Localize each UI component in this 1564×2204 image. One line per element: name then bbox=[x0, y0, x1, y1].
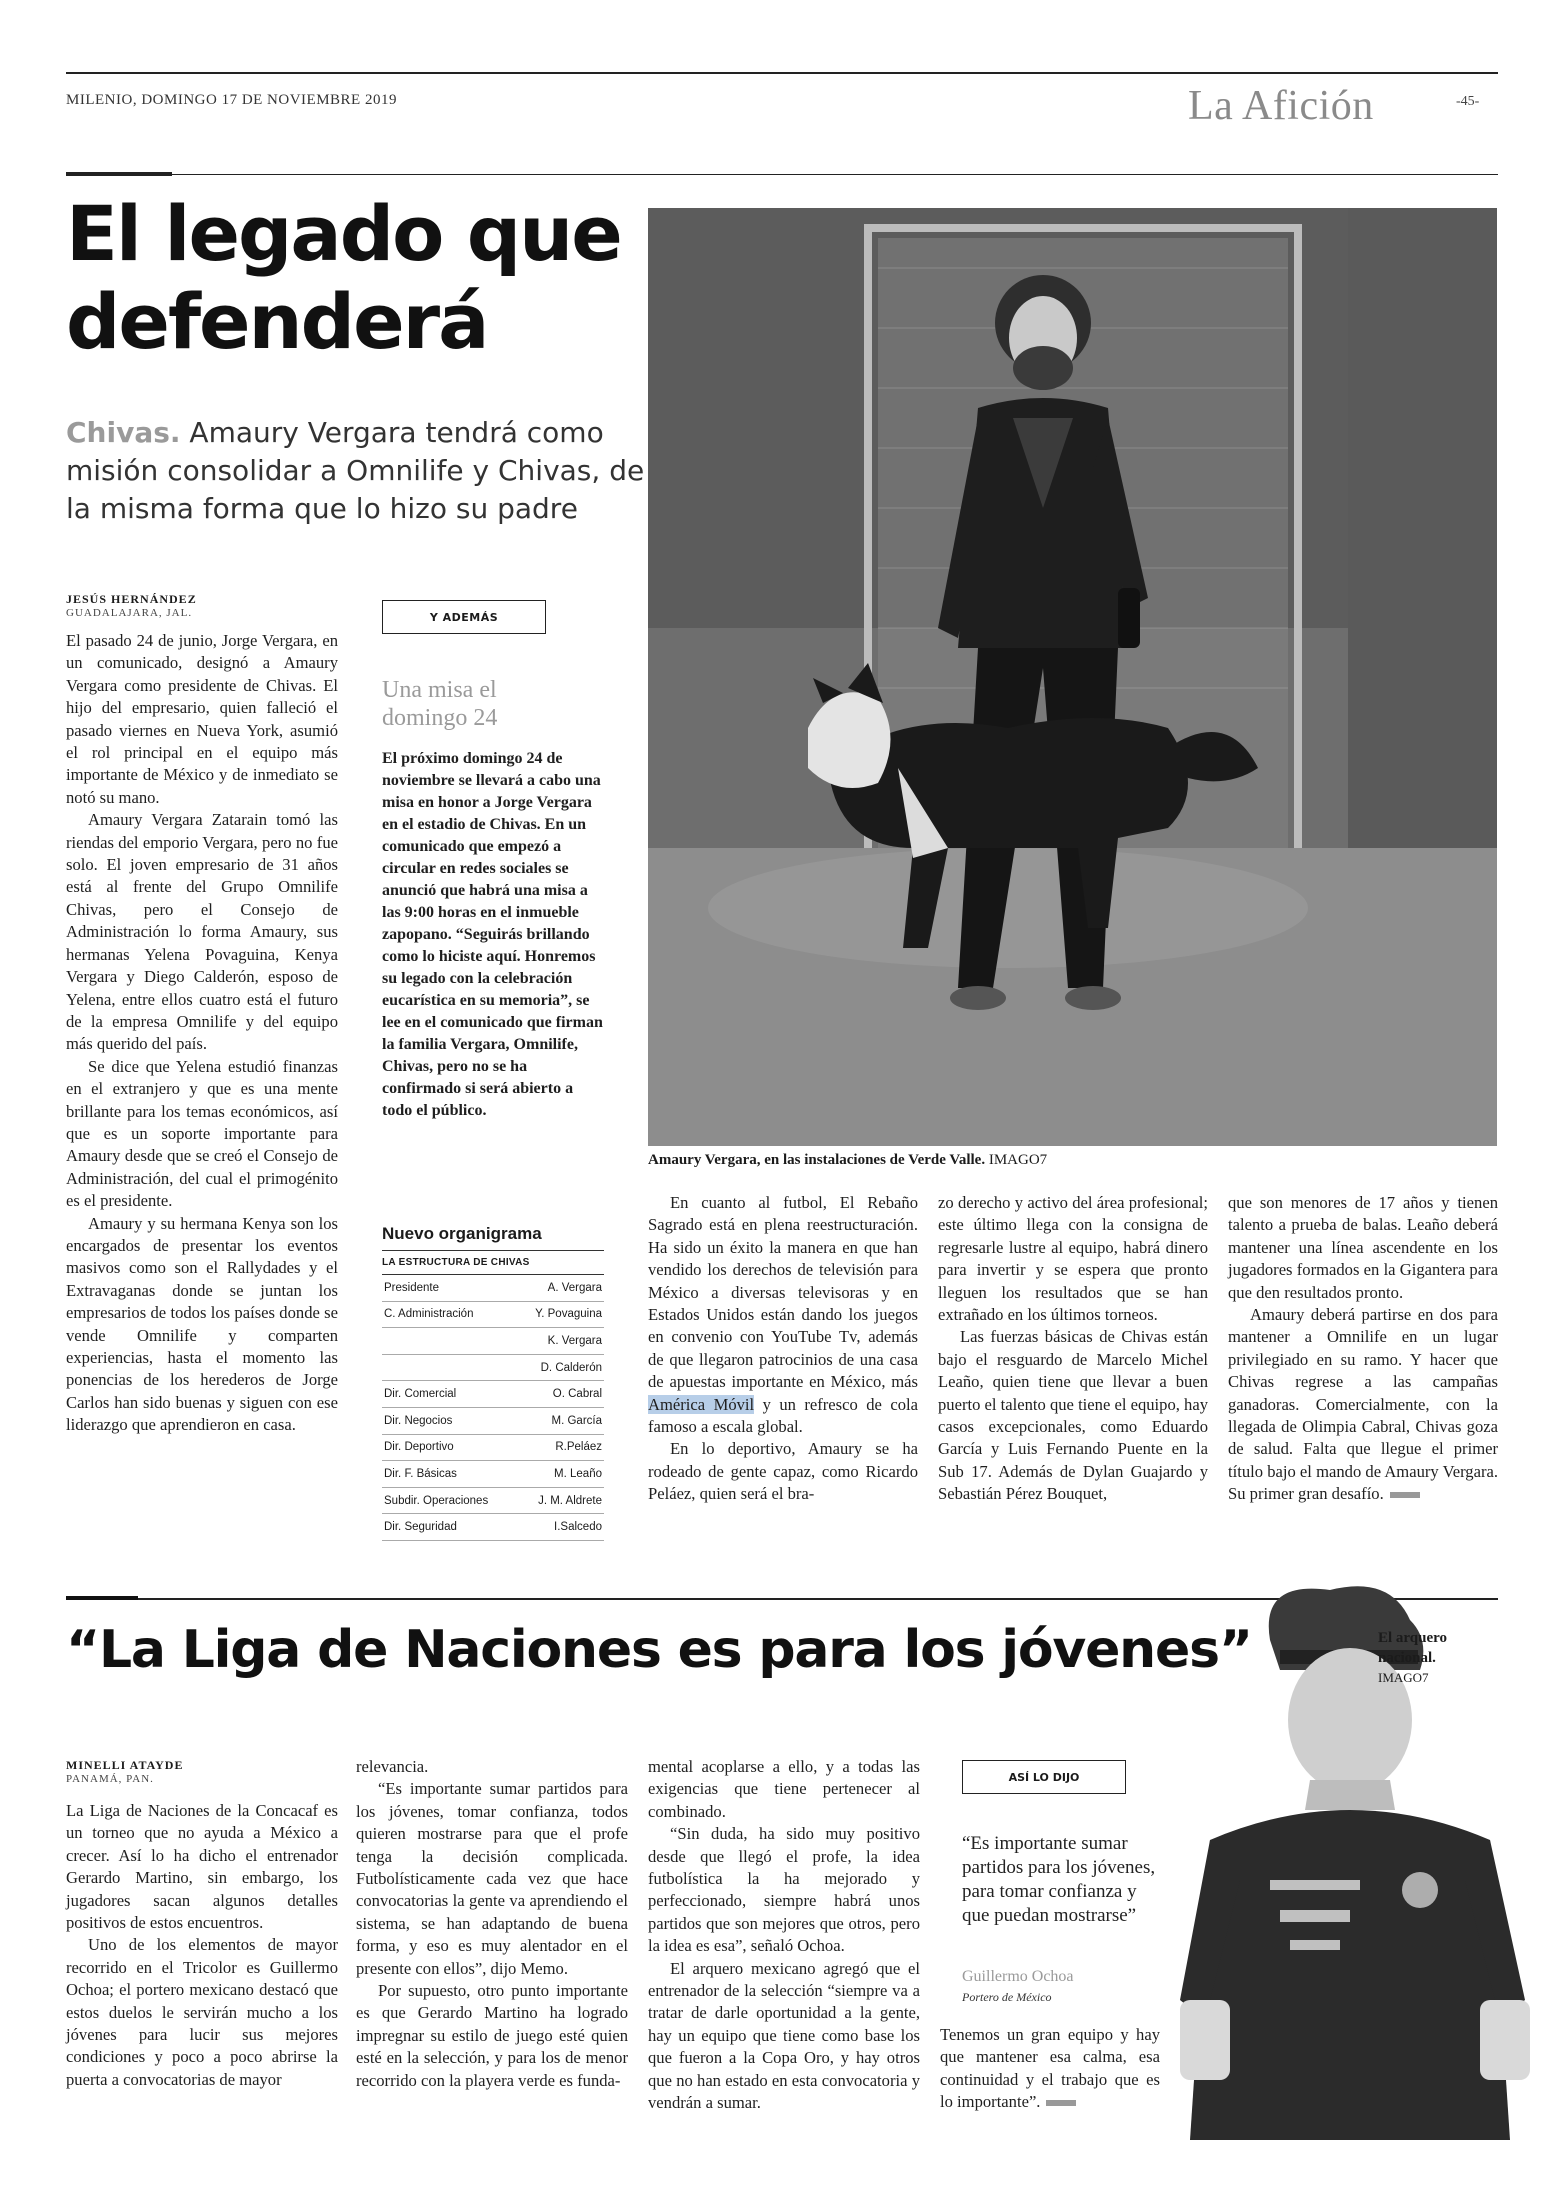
article2-column-3 bbox=[648, 1756, 920, 2115]
org-row: Presidente A. Vergara bbox=[382, 1275, 604, 1302]
headline-line-1: El legado que bbox=[66, 189, 621, 278]
byline-place: GUADALAJARA, JAL. bbox=[66, 607, 193, 619]
sidebar-body: El próximo domingo 24 de noviembre se llevará a cabo una misa en honor a Jorge Vergara en el estadio de Chivas. En un comunicado que empezó a circular en redes sociales se anunció que habrá una misa a las 9:00 horas en el inmueble zapopano. “Seguirás brillando como lo hiciste aquí. Honremos su legado con la celebración eucarística en su memoria”, se lee en el comunicado que firman la familia Vergara, Omnilife, Chivas, pero no se ha confirmado si será abierto a todo el público. bbox=[382, 750, 603, 1119]
article-column-3 bbox=[648, 1192, 918, 1506]
paragraph: Las fuerzas básicas de Chivas están bajo el resguardo de Marcelo Michel Leaño, quien tiene que llevar a buen puerto el talento que tiene el equipo, hay casos excepcionales, como Eduardo García y Luis Fernando Puente en la Sub 17. Además de Dylan Guajardo y Sebastián Pérez Bouquet, bbox=[938, 1327, 1209, 1504]
article2-column-2 bbox=[356, 1756, 628, 2092]
article-deck bbox=[66, 414, 666, 528]
org-row: Subdir. Operaciones J. M. Aldrete bbox=[382, 1488, 604, 1515]
article-column-1 bbox=[66, 630, 338, 1437]
sidebar-tag: Y ADEMÁS bbox=[382, 600, 546, 634]
paragraph: Amaury y su hermana Kenya son los encargados de presentar los eventos masivos como son el Rallydades y el Extravaganas donde se juntan los empresarios de todos los países donde se vende Omnilife y comparten experiencias, hasta el momento las ponencias de los herederos de Jorge Carlos han sido buenas y siguen con ese liderazgo que aprendieron en casa. bbox=[66, 1213, 338, 1435]
section-rule-dark bbox=[66, 1596, 138, 1600]
org-chart bbox=[382, 1224, 604, 1541]
paragraph: En lo deportivo, Amaury se ha rodeado de gente capaz, como Ricardo Peláez, quien será el bra- bbox=[648, 1439, 918, 1504]
caption-credit: IMAGO7 bbox=[985, 1152, 1048, 1168]
org-row: Dir. Comercial O. Cabral bbox=[382, 1381, 604, 1408]
paragraph: que son menores de 17 años y tienen talento a prueba de balas. Leaño deberá mantener una línea ascendente en los jugadores formados en la Gigantera para que den resultados pronto. bbox=[1228, 1193, 1498, 1302]
paragraph: Por supuesto, otro punto importante es que Gerardo Martino ha logrado impregnar su estilo de juego esté quien esté en la selección, y para los de menor recorrido con la playera verde es funda- bbox=[356, 1981, 628, 2090]
byline-2 bbox=[66, 1758, 183, 1785]
section-brand: La Afición bbox=[1188, 83, 1374, 129]
quote-author-role: Portero de México bbox=[962, 1990, 1052, 2004]
org-row: K. Vergara bbox=[382, 1328, 604, 1355]
org-row: C. Administración Y. Povaguina bbox=[382, 1302, 604, 1329]
main-photo bbox=[648, 208, 1497, 1146]
masthead-rule bbox=[66, 174, 1498, 175]
goalkeeper-photo bbox=[1180, 1580, 1560, 2140]
page-number: -45- bbox=[1456, 94, 1480, 109]
keeper-caption-credit: IMAGO7 bbox=[1378, 1670, 1429, 1685]
end-mark bbox=[1046, 2100, 1076, 2106]
paragraph: “Sin duda, ha sido muy positivo desde que llegó el profe, la idea futbolística la ha mejorado y perfeccionado, siempre habrá unos partidos que son mejores que otros, pero la idea es esa”, señaló Ochoa. bbox=[648, 1824, 920, 1956]
paragraph: relevancia. bbox=[356, 1757, 429, 1776]
keeper-caption-text: El arquero nacional. bbox=[1378, 1630, 1448, 1666]
headline-line-2: defenderá bbox=[66, 277, 488, 366]
deck-kicker: Chivas. bbox=[66, 416, 181, 449]
paragraph: Amaury Vergara Zatarain tomó las riendas del emporio Vergara, pero no fue solo. El joven empresario de 31 años está al frente del Grupo Omnilife Chivas, pero el Consejo de Administración lo forma Amaury, sus hermanas Yelena Povaguina, Kenya Vergara y Diego Calderón, esposo de Yelena, entre ellos cuatro está el futuro de la empresa Omnilife y del equipo más querido del país. bbox=[66, 810, 338, 1054]
article-headline bbox=[66, 190, 646, 366]
caption-text: Amaury Vergara, en las instalaciones de Verde Valle. bbox=[648, 1152, 986, 1168]
pull-quote: “Es importante sumar partidos para los jóvenes, para tomar confianza y que puedan mostrarse” bbox=[962, 1833, 1156, 1926]
paragraph: El pasado 24 de junio, Jorge Vergara, en un comunicado, designó a Amaury Vergara como presidente de Chivas. El hijo del empresario, quien falleció el pasado viernes en Nueva York, asumió el rol principal en el equipo más importante de México y de inmediato se notó su mano. bbox=[66, 631, 338, 807]
paragraph: En cuanto al futbol, El Rebaño Sagrado está en plena reestructuración. Ha sido un éxito la manera en que han vendido los derechos de televisión para México a diversas televisoras y en Estados Unidos están dando los juegos en convenio con YouTube Tv, además de que llegaron patrocinios de una casa de apuestas importante en México, más América Móvil y un refresco de cola famoso a escala global. bbox=[648, 1193, 918, 1437]
masthead-rule-dark bbox=[66, 172, 172, 176]
byline-name: JESÚS HERNÁNDEZ bbox=[66, 592, 197, 606]
quote-author: Guillermo Ochoa bbox=[962, 1968, 1074, 1985]
paragraph: zo derecho y activo del área profesional; este último llega con la consigna de regresarle lustre al equipo, habrá dinero para invertir y se espera que pronto lleguen los resultados que se han extrañado en los últimos torneos. bbox=[938, 1193, 1208, 1325]
sidebar-title: Una misa el domingo 24 bbox=[382, 677, 498, 731]
org-chart-title: Nuevo organigrama bbox=[382, 1224, 604, 1251]
edition-date: MILENIO, DOMINGO 17 DE NOVIEMBRE 2019 bbox=[66, 92, 397, 108]
paragraph: mental acoplarse a ello, y a todas las exigencias que tiene pertenecer al combinado. bbox=[648, 1757, 920, 1821]
highlighted-text: América Móvil bbox=[648, 1394, 755, 1414]
quote-tag: ASÍ LO DIJO bbox=[962, 1760, 1126, 1794]
top-rule bbox=[66, 72, 1498, 74]
photo-illustration bbox=[648, 208, 1497, 1146]
article2-column-1 bbox=[66, 1800, 338, 2091]
keeper-caption bbox=[1378, 1628, 1498, 1688]
paragraph: El arquero mexicano agregó que el entrenador de la selección “siempre va a tratar de darle oportunidad a la gente, hay un equipo que tiene como base los que fueron a la Copa Oro, y hay otros que no han estado en esta convocatoria y vendrán a sumar. bbox=[648, 1958, 920, 2113]
paragraph: Se dice que Yelena estudió finanzas en el extranjero y que es una mente brillante para los temas económicos, así que es un soporte importante para Amaury desde que se creó el Consejo de Administración, del cual el primogénito es el presidente. bbox=[66, 1056, 338, 1211]
article2-headline: “La Liga de Naciones es para los jóvenes” bbox=[66, 1620, 1252, 1680]
article2-column-4 bbox=[940, 2024, 1160, 2114]
org-row: Dir. F. Básicas M. Leaño bbox=[382, 1461, 604, 1488]
photo-caption bbox=[648, 1152, 1047, 1169]
byline bbox=[66, 592, 197, 619]
org-row: Dir. Negocios M. García bbox=[382, 1408, 604, 1435]
org-row: D. Calderón bbox=[382, 1355, 604, 1382]
deck-text: Amaury Vergara tendrá como misión consolidar a Omnilife y Chivas, de la misma forma que lo hizo su padre bbox=[66, 416, 645, 525]
article-column-5 bbox=[1228, 1192, 1498, 1506]
org-row: Dir. Deportivo R.Peláez bbox=[382, 1435, 604, 1462]
article-column-4 bbox=[938, 1192, 1208, 1506]
paragraph: La Liga de Naciones de la Concacaf es un torneo que no ayuda a México a crecer. Así lo ha dicho el entrenador Gerardo Martino, sin embargo, los jugadores sacan algunos detalles positivos de estos encuentros. bbox=[66, 1801, 338, 1933]
paragraph: Tenemos un gran equipo y hay que mantener esa calma, esa continuidad y el trabajo que es lo importante”. bbox=[940, 2025, 1160, 2112]
org-row: Dir. Seguridad I.Salcedo bbox=[382, 1514, 604, 1541]
paragraph: Amaury deberá partirse en dos para mantener a Omnilife en un lugar privilegiado en su ramo. Y hacer que Chivas regrese a las campañas ganadoras. Comercialmente, con la llegada de Olimpia Cabral, Chivas goza de salud. Falta que llegue el primer título bajo el mando de Amaury Vergara. Su primer gran desafío. bbox=[1228, 1305, 1498, 1504]
end-mark bbox=[1390, 1492, 1420, 1498]
org-chart-subtitle: LA ESTRUCTURA DE CHIVAS bbox=[382, 1251, 604, 1275]
byline-place: PANAMÁ, PAN. bbox=[66, 1773, 154, 1785]
byline-name: MINELLI ATAYDE bbox=[66, 1758, 184, 1772]
paragraph: Uno de los elementos de mayor recorrido en el Tricolor es Guillermo Ochoa; el portero mexicano destacó que estos duelos le servirán mucho a los jóvenes para lucir sus mejores condiciones y poco a poco abrirse la puerta a convocatorias de mayor bbox=[66, 1935, 338, 2089]
paragraph: “Es importante sumar partidos para los jóvenes, tomar confianza, todos quieren mostrarse para que el profe tenga la decisión complicada. Futbolísticamente cada vez que hace convocatorias la gente va aprendiendo el sistema, se han adaptando de buena forma, y eso es muy alentador en el presente con ellos”, dijo Memo. bbox=[356, 1779, 628, 1978]
